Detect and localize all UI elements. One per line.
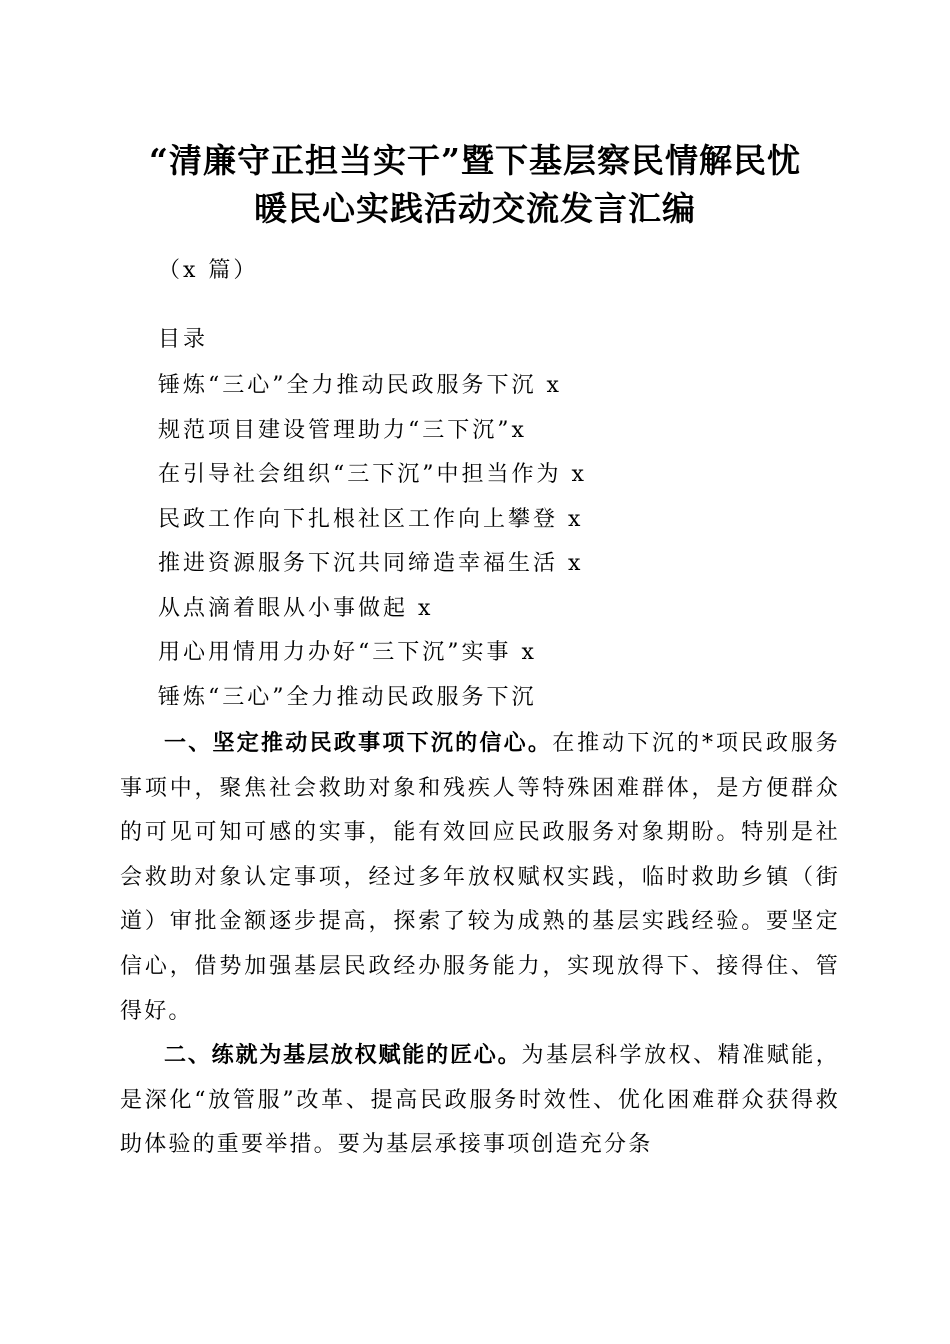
section-body: 在推动下沉的*项民政服务事项中，聚焦社会救助对象和残疾人等特殊困难群体，是方便群众的可见可知可感的实事，能有效回应民政服务对象期盼。特别是社会救助对象认定事项，经过多年放权赋权实践，临时救助乡镇（街道）审批金额逐步提高，探索了较为成熟的基层实践经验。要坚定信心，借势加强基层民政经办服务能力，实现放得下、接得住、管得好。 xyxy=(120,731,840,1024)
toc-item: 推进资源服务下沉共同缔造幸福生活 x xyxy=(158,551,584,576)
toc-item: 从点滴着眼从小事做起 x xyxy=(158,596,434,621)
section-heading: 一、坚定推动民政事项下沉的信心。 xyxy=(164,731,553,756)
toc-item: 用心用情用力办好“三下沉”实事 x xyxy=(158,640,537,665)
document-title-line-2: 暖民心实践活动交流发言汇编 xyxy=(254,189,696,228)
article-count-note: （x 篇） xyxy=(158,258,259,283)
section-paragraph xyxy=(120,1034,840,1168)
toc-item: 锤炼“三心”全力推动民政服务下沉 x xyxy=(158,373,562,398)
toc-item: 民政工作向下扎根社区工作向上攀登 x xyxy=(158,507,584,532)
document-title-line-1: “清廉守正担当实干”暨下基层察民情解民忧 xyxy=(149,141,801,180)
section-body: 为基层科学放权、精准赋能，是深化“放管服”改革、提高民政服务时效性、优化困难群众获得救助体验的重要举措。要为基层承接事项创造充分条 xyxy=(120,1043,840,1158)
toc-item: 规范项目建设管理助力“三下沉”x xyxy=(158,418,527,443)
toc-item: 在引导社会组织“三下沉”中担当作为 x xyxy=(158,462,587,487)
section-paragraph xyxy=(120,722,840,1034)
section-heading: 二、练就为基层放权赋能的匠心。 xyxy=(164,1043,522,1068)
toc-heading: 目录 xyxy=(158,327,209,352)
article-title: 锤炼“三心”全力推动民政服务下沉 xyxy=(158,685,537,710)
